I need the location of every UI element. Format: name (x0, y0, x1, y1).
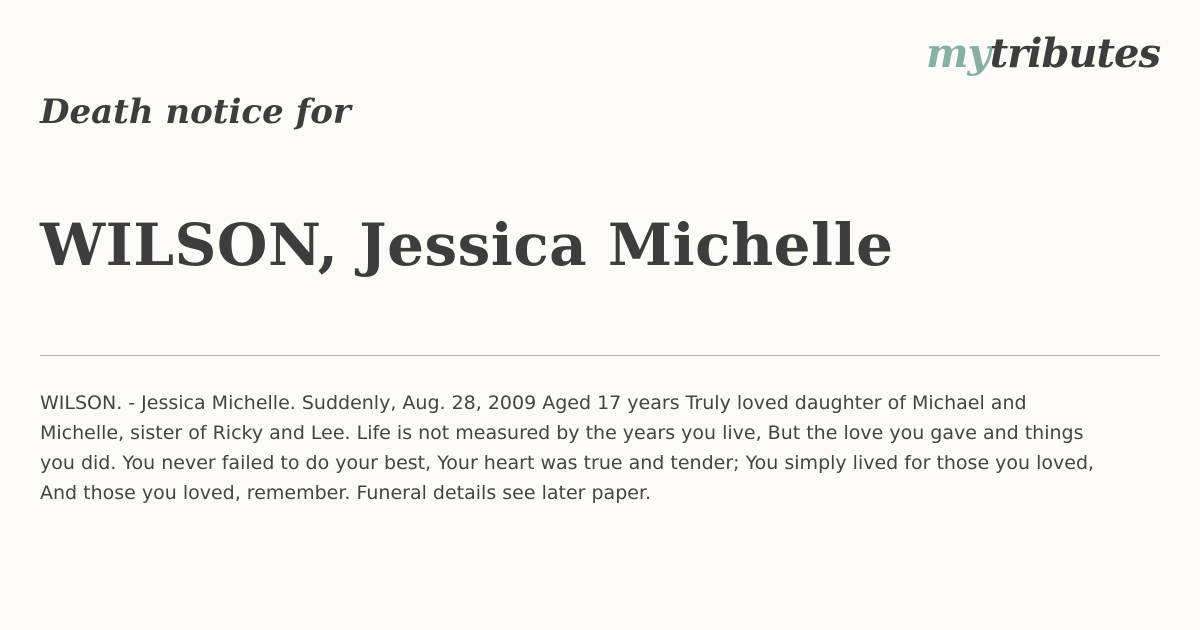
mytributes-logo[interactable] (926, 30, 1160, 77)
deceased-name: WILSON, Jessica Michelle (40, 211, 894, 279)
logo-part-tributes: tributes (989, 30, 1160, 77)
notice-kicker: Death notice for (40, 92, 351, 132)
notice-body: WILSON. - Jessica Michelle. Suddenly, Aug. 28, 2009 Aged 17 years Truly loved daughter of Michael and Michelle, sister of Ricky and Lee. Life is not measured by the years you live, But the love you gave and things you did. You never failed to do your best, Your heart was true and tender; You simply lived for those you loved, And those you loved, remember. Funeral details see later paper. (40, 392, 1095, 504)
logo-part-my: my (926, 30, 990, 77)
divider (40, 355, 1160, 356)
